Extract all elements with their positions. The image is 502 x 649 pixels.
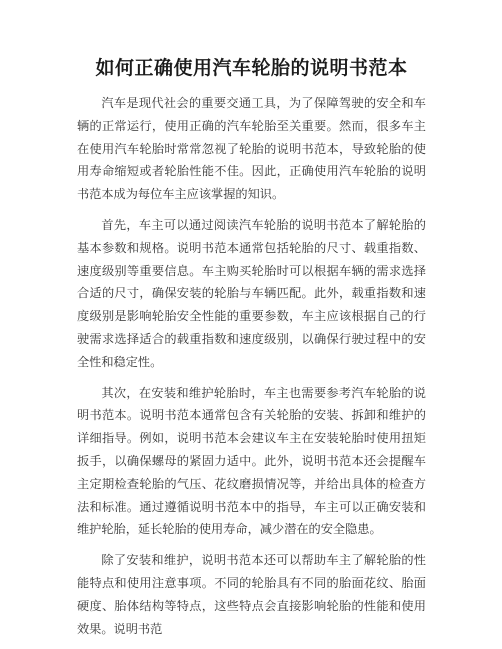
paragraph-1: 汽车是现代社会的重要交通工具，为了保障驾驶的安全和车辆的正常运行，使用正确的汽车轮胎至关重要。然而，很多车主在使用汽车轮胎时常常忽视了轮胎的说明书范本，导致轮胎的使用寿命缩短或者轮胎性能不佳。因此，正确使用汽车轮胎的说明书范本成为每位车主应该掌握的知识。 [77,96,426,202]
paragraph-2: 首先，车主可以通过阅读汽车轮胎的说明书范本了解轮胎的基本参数和规格。说明书范本通常包括轮胎的尺寸、载重指数、速度级别等重要信息。车主购买轮胎时可以根据车辆的需求选择合适的尺寸，确保安装的轮胎与车辆匹配。此外，载重指数和速度级别是影响轮胎安全性能的重要参数，车主应该根据自己的行驶需求选择适合的载重指数和速度级别，以确保行驶过程中的安全性和稳定性。 [77,217,426,369]
paragraph-4: 除了安装和维护，说明书范本还可以帮助车主了解轮胎的性能特点和使用注意事项。不同的轮胎具有不同的胎面花纹、胎面硬度、胎体结构等特点，这些特点会直接影响轮胎的性能和使用效果。说明书范 [77,553,426,636]
paragraph-3: 其次，在安装和维护轮胎时，车主也需要参考汽车轮胎的说明书范本。说明书范本通常包含有关轮胎的安装、拆卸和维护的详细指导。例如，说明书范本会建议车主在安装轮胎时使用扭矩扳手，以确保螺母的紧固力适中。此外，说明书范本还会提醒车主定期检查轮胎的气压、花纹磨损情况等，并给出具体的检查方法和标准。通过遵循说明书范本中的指导，车主可以正确安装和维护轮胎，延长轮胎的使用寿命，减少潜在的安全隐患。 [77,385,426,537]
document-title: 如何正确使用汽车轮胎的说明书范本 [95,57,408,79]
